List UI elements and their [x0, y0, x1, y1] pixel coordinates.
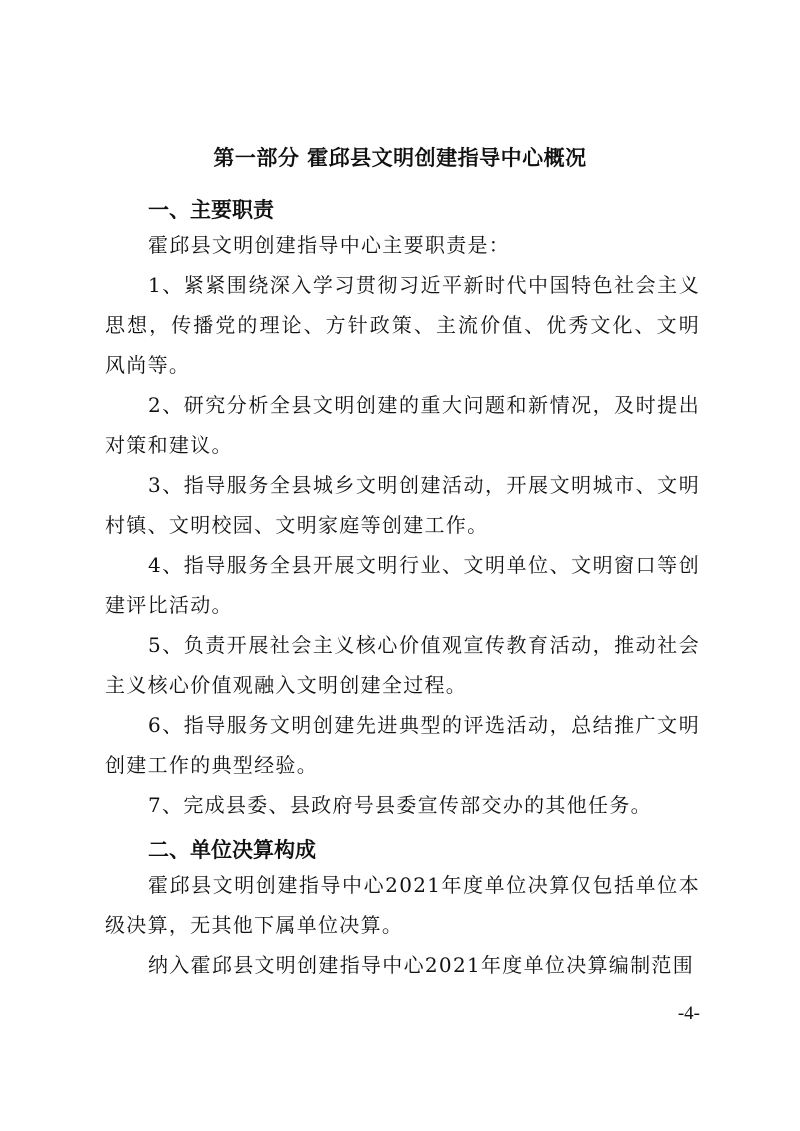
section-heading-composition: 二、单位决算构成	[148, 838, 316, 862]
composition-paragraph-1: 霍邱县文明创建指导中心2021年度单位决算仅包括单位本级决算，无其他下属单位决算。	[105, 873, 700, 937]
section-heading-duties: 一、主要职责	[148, 198, 274, 222]
duty-item-2: 2、研究分析全县文明创建的重大问题和新情况，及时提出对策和建议。	[105, 393, 700, 457]
duty-item-1: 1、紧紧围绕深入学习贯彻习近平新时代中国特色社会主义思想，传播党的理论、方针政策、主流价值、优秀文化、文明风尚等。	[105, 273, 700, 377]
duty-item-6: 6、指导服务文明创建先进典型的评选活动，总结推广文明创建工作的典型经验。	[105, 713, 700, 777]
page-number: -4-	[677, 1003, 700, 1024]
duty-item-7: 7、完成县委、县政府号县委宣传部交办的其他任务。	[148, 793, 652, 817]
duty-item-3: 3、指导服务全县城乡文明创建活动，开展文明城市、文明村镇、文明校园、文明家庭等创建工作。	[105, 473, 700, 537]
duty-item-4: 4、指导服务全县开展文明行业、文明单位、文明窗口等创建评比活动。	[105, 553, 700, 617]
composition-paragraph-2: 纳入霍邱县文明创建指导中心2021年度单位决算编制范围	[148, 953, 694, 977]
duty-item-5: 5、负责开展社会主义核心价值观宣传教育活动，推动社会主义核心价值观融入文明创建全过程。	[105, 633, 700, 697]
page-title: 第一部分 霍邱县文明创建指导中心概况	[213, 146, 587, 170]
duties-intro: 霍邱县文明创建指导中心主要职责是：	[148, 233, 511, 257]
